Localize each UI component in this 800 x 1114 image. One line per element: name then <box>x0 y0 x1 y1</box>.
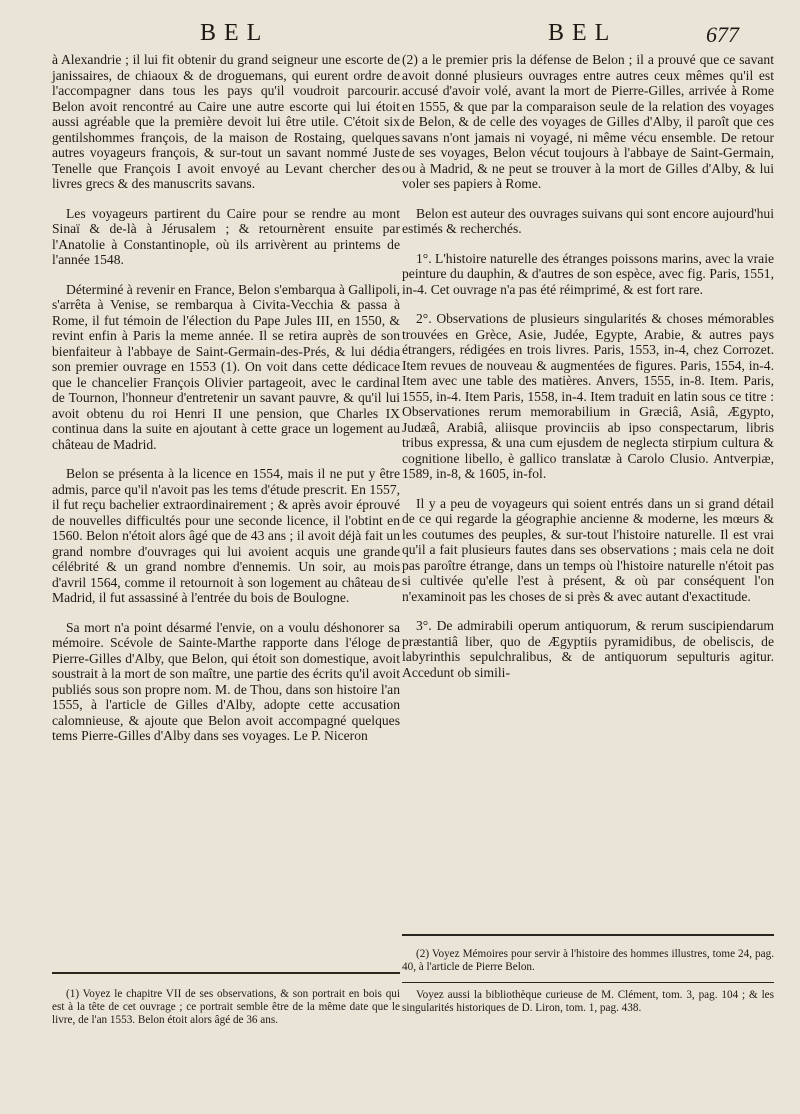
paragraph: Sa mort n'a point désarmé l'envie, on a voulu déshonorer sa mémoire. Scévole de Sainte-Marthe rapporte dans l'éloge de Pierre-Gilles d'Alby, que Belon, qui étoit son domestique, avoit soustrait à la mort de son maître, une partie des écrits qu'il avoit publiés sous son propre nom. M. de Thou, dans son histoire l'an 1555, à l'article de Gilles d'Alby, adopte cette accusation calomnieuse, & ajoute que Belon avoit accompagné quelques tems Pierre-Gilles d'Alby dans ses voyages. Le P. Niceron <box>52 619 400 743</box>
paragraph: Belon se présenta à la licence en 1554, mais il ne put y être admis, parce qu'il n'avoit pas les tems d'étude prescrit. En 1557, il fut reçu bachelier extraordinairement ; & après avoir éprouvé de nouvelles difficultés pour une seconde licence, il l'obtint en 1560. Belon n'étoit alors âgé que de 43 ans ; il avoit déjà fait un grand nombre d'ouvrages qui lui avoient acquis une grande célébrité & un grand nombre d'ennemis. Un soir, au mois d'avril 1564, comme il retournoit à son logement au château de Madrid, il fut assassiné à l'entrée du bois de Boulogne. <box>52 466 400 605</box>
paragraph: (2) a le premier pris la défense de Belon ; il a prouvé que ce savant avoit donné plusieurs ouvrages entre autres ceux mêmes qu'il est accusé d'avoir volé, avant la mort de Pierre-Gilles, arrivée à Rome en 1555, & que par la comparaison seule de la relation des voyages de Belon, & de celle des voyages de Gilles d'Alby, il paroît que ces savans n'ont jamais ni voyagé, ni même vécu ensemble. De retour de ses voyages, Belon vécut toujours à l'abbaye de Saint-Germain, ou à Madrid, & ne peut se trouver à la mort de Gilles d'Alby, & lui voler ses papiers à Rome. <box>402 52 774 191</box>
footnote: Voyez aussi la bibliothèque curieuse de M. Clément, tom. 3, pag. 104 ; & les singularités historiques de D. Liron, tom. 1, pag. 438. <box>402 989 774 1014</box>
paragraph: Déterminé à revenir en France, Belon s'embarqua à Gallipoli, s'arrêta à Venise, se rembarqua à Civita-Vecchia & passa à Rome, il fut témoin de l'élection du Pape Jules III, en 1550, & revint enfin à Paris la meme année. Il se retira auprès de son bienfaiteur à l'abbaye de Saint-Germain-des-Prés, & lui dédia son premier ouvrage en 1553 (1). On voit dans cette dédicace que le chancelier François Olivier partageoit, avec le cardinal de Tournon, l'honneur d'entretenir un savant pauvre, & qu'il lui avoit obtenu du roi Henri II une pension, que Charles IX continua dans la suite en ajoutant à cette grace un logement au château de Madrid. <box>52 281 400 452</box>
paragraph: Belon est auteur des ouvrages suivans qui sont encore aujourd'hui estimés & recherchés. <box>402 205 774 236</box>
paragraph: 3°. De admirabili operum antiquorum, & rerum suscipiendarum præstantiâ liber, quo de Ægyptiis pyramidibus, de obeliscis, de labyrinthis sepulchralibus, & de antiquorum sepulturis agitur. Accedunt ob simili- <box>402 618 774 680</box>
footnote: (2) Voyez Mémoires pour servir à l'histoire des hommes illustres, tome 24, pag. 40, à l'article de Pierre Belon. <box>402 948 774 973</box>
paragraph: Les voyageurs partirent du Caire pour se rendre au mont Sinaï & de-là à Jérusalem ; & retournèrent ensuite par l'Anatolie à Constantinople, où ils arrivèrent au printems de l'année 1548. <box>52 205 400 267</box>
paragraph: 2°. Observations de plusieurs singularités & choses mémorables trouvées en Grèce, Asie, Judée, Egypte, Arabie, & autres pays étrangers, rédigées en trois livres. Paris, 1553, in-4, chez Corrozet. Item revues de nouveau & augmentées de figures. Paris, 1554, in-4. Item avec une table des matières. Anvers, 1555, in-8. Item. Paris, 1555, in-4. Item Paris, 1558, in-4. Item traduit en latin sous ce titre : Observationes rerum memorabilium in Græciâ, Asiâ, Ægypto, Judæâ, Arabiâ, aliisque provinciis ab ipso conspectarum, libris tribus expressa, & una cum ejusdem de neglecta stirpium cultura & cognitione libello, è gallico translatæ à Carolo Clusio. Antverpiæ, 1589, in-8, & 1605, in-fol. <box>402 311 774 481</box>
footnotes-right <box>402 948 774 1023</box>
footnote-divider-left <box>52 964 400 982</box>
left-column <box>52 52 400 744</box>
running-head-left: BEL <box>200 20 270 46</box>
right-column <box>402 52 774 680</box>
footnote-divider-right <box>402 926 774 944</box>
footnote-divider-small <box>402 982 774 983</box>
paragraph: 1°. L'histoire naturelle des étranges poissons marins, avec la vraie peinture du dauphin, & d'autres de son espèce, avec fig. Paris, 1551, in-4. Cet ouvrage n'a pas été réimprimé, & est fort rare. <box>402 250 774 297</box>
running-head-right: BEL <box>548 20 618 46</box>
page-number: 677 <box>706 22 739 47</box>
paragraph: à Alexandrie ; il lui fit obtenir du grand seigneur une escorte de janissaires, de chiaoux & de droguemans, qui eurent ordre de l'accompagner dans tous les pays qu'il voudroit parcourir. Belon avoit rencontré au Caire une autre escorte qui lui étoit aussi agréable que la première devoit lui être utile. C'étoit six gentilshommes françois, de la maison de Rostaing, quelques autres voyageurs françois, & sur-tout un savant nommé Juste Tenelle que François I avoit envoyé au Levant chercher des livres grecs & des manuscrits savans. <box>52 52 400 191</box>
footnote: (1) Voyez le chapitre VII de ses observations, & son portrait en bois qui est à la tête de cet ouvrage ; ce portrait semble être de la même date que le livre, de l'an 1553. Belon étoit alors âgé de 36 ans. <box>52 988 400 1026</box>
footnotes-left <box>52 988 400 1035</box>
paragraph: Il y a peu de voyageurs qui soient entrés dans un si grand détail de ce qui regarde la géographie ancienne & moderne, les mœurs & les coutumes des peuples, & sur-tout l'histoire naturelle. Il est vrai qu'il a fait plusieurs fautes dans ses observations ; mais cela ne doit pas paroître étrange, dans un temps où l'histoire naturelle n'étoit pas si cultivée qu'elle l'est à présent, & où par conséquent l'on n'examinoit pas les choses de si près & avec autant d'exactitude. <box>402 495 774 604</box>
